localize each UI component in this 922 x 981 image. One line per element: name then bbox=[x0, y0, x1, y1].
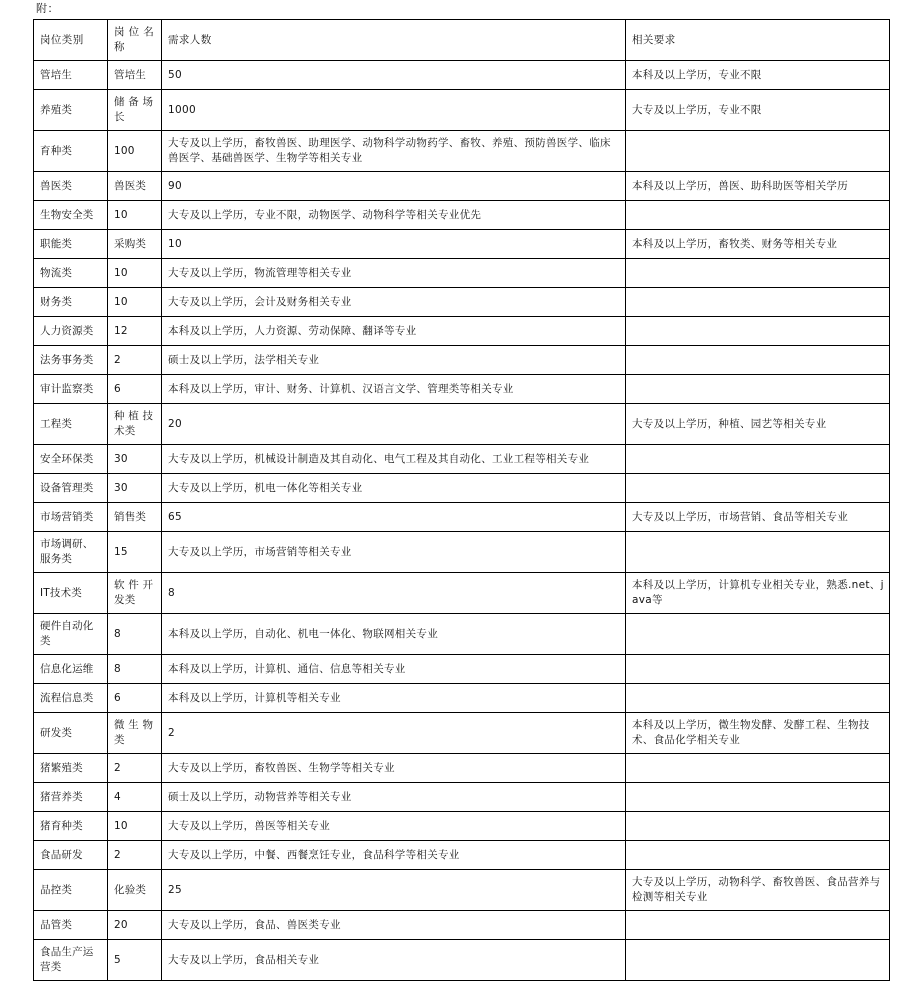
cell-requirement bbox=[626, 346, 890, 375]
cell-requirement bbox=[626, 911, 890, 940]
cell-post-name: 15 bbox=[108, 532, 162, 573]
cell-category: 生物安全类 bbox=[34, 201, 108, 230]
cell-post-name: 软 件 开 发类 bbox=[108, 573, 162, 614]
cell-post-name: 10 bbox=[108, 259, 162, 288]
cell-post-name: 20 bbox=[108, 911, 162, 940]
cell-demand: 大专及以上学历，物流管理等相关专业 bbox=[162, 259, 626, 288]
cell-post-name: 10 bbox=[108, 201, 162, 230]
cell-category: 市场调研、服务类 bbox=[34, 532, 108, 573]
cell-post-name: 8 bbox=[108, 655, 162, 684]
cell-demand: 20 bbox=[162, 404, 626, 445]
cell-demand: 大专及以上学历，机电一体化等相关专业 bbox=[162, 474, 626, 503]
cell-requirement bbox=[626, 812, 890, 841]
cell-category: 品管类 bbox=[34, 911, 108, 940]
table-row bbox=[34, 317, 890, 346]
cell-post-name: 100 bbox=[108, 131, 162, 172]
table-row bbox=[34, 404, 890, 445]
cell-requirement: 本科及以上学历，微生物发酵、发酵工程、生物技术、食品化学相关专业 bbox=[626, 713, 890, 754]
table-row bbox=[34, 754, 890, 783]
cell-category: 审计监察类 bbox=[34, 375, 108, 404]
cell-post-name: 2 bbox=[108, 754, 162, 783]
cell-category: 工程类 bbox=[34, 404, 108, 445]
cell-demand: 8 bbox=[162, 573, 626, 614]
table-row bbox=[34, 573, 890, 614]
cell-requirement: 本科及以上学历，专业不限 bbox=[626, 61, 890, 90]
cell-post-name: 12 bbox=[108, 317, 162, 346]
cell-post-name: 30 bbox=[108, 474, 162, 503]
cell-post-name: 化验类 bbox=[108, 870, 162, 911]
table-row bbox=[34, 172, 890, 201]
table-row bbox=[34, 783, 890, 812]
table-row bbox=[34, 90, 890, 131]
cell-post-name: 2 bbox=[108, 346, 162, 375]
attachment-note: 附： bbox=[36, 2, 59, 15]
table-row bbox=[34, 841, 890, 870]
job-requirements-table bbox=[33, 19, 890, 981]
cell-category: 硬件自动化类 bbox=[34, 614, 108, 655]
cell-demand: 大专及以上学历，畜牧兽医、助理医学、动物科学动物药学、畜牧、养殖、预防兽医学、临床兽医学、基础兽医学、生物学等相关专业 bbox=[162, 131, 626, 172]
cell-requirement: 本科及以上学历，计算机专业相关专业，熟悉.net、java等 bbox=[626, 573, 890, 614]
cell-demand: 1000 bbox=[162, 90, 626, 131]
cell-demand: 本科及以上学历，计算机等相关专业 bbox=[162, 684, 626, 713]
table-row bbox=[34, 375, 890, 404]
cell-requirement bbox=[626, 754, 890, 783]
cell-requirement: 大专及以上学历，专业不限 bbox=[626, 90, 890, 131]
cell-demand: 硕士及以上学历，动物营养等相关专业 bbox=[162, 783, 626, 812]
table-row bbox=[34, 131, 890, 172]
cell-category: 研发类 bbox=[34, 713, 108, 754]
table-row bbox=[34, 259, 890, 288]
cell-category: 品控类 bbox=[34, 870, 108, 911]
cell-requirement bbox=[626, 317, 890, 346]
cell-requirement bbox=[626, 614, 890, 655]
table-row bbox=[34, 201, 890, 230]
cell-demand: 2 bbox=[162, 713, 626, 754]
cell-demand: 25 bbox=[162, 870, 626, 911]
cell-requirement bbox=[626, 841, 890, 870]
cell-category: 法务事务类 bbox=[34, 346, 108, 375]
cell-category: 流程信息类 bbox=[34, 684, 108, 713]
cell-post-name: 10 bbox=[108, 812, 162, 841]
cell-requirement bbox=[626, 940, 890, 981]
cell-demand: 大专及以上学历，会计及财务相关专业 bbox=[162, 288, 626, 317]
table-row bbox=[34, 474, 890, 503]
cell-demand: 本科及以上学历，计算机、通信、信息等相关专业 bbox=[162, 655, 626, 684]
cell-demand: 本科及以上学历，审计、财务、计算机、汉语言文学、管理类等相关专业 bbox=[162, 375, 626, 404]
cell-category: 信息化运维 bbox=[34, 655, 108, 684]
cell-category: 安全环保类 bbox=[34, 445, 108, 474]
cell-requirement bbox=[626, 783, 890, 812]
cell-category: 管培生 bbox=[34, 61, 108, 90]
header-demand-count: 需求人数 bbox=[162, 20, 626, 61]
cell-category: 育种类 bbox=[34, 131, 108, 172]
cell-category: IT技术类 bbox=[34, 573, 108, 614]
cell-requirement bbox=[626, 131, 890, 172]
cell-category: 猪繁殖类 bbox=[34, 754, 108, 783]
table-body bbox=[34, 61, 890, 981]
header-post-name: 岗 位 名 称 bbox=[108, 20, 162, 61]
cell-post-name: 销售类 bbox=[108, 503, 162, 532]
cell-requirement bbox=[626, 474, 890, 503]
cell-demand: 65 bbox=[162, 503, 626, 532]
cell-requirement bbox=[626, 375, 890, 404]
cell-category: 猪育种类 bbox=[34, 812, 108, 841]
cell-post-name: 储 备 场 长 bbox=[108, 90, 162, 131]
table-row bbox=[34, 655, 890, 684]
cell-category: 职能类 bbox=[34, 230, 108, 259]
cell-post-name: 微 生 物 类 bbox=[108, 713, 162, 754]
cell-post-name: 10 bbox=[108, 288, 162, 317]
table-row bbox=[34, 503, 890, 532]
cell-category: 猪营养类 bbox=[34, 783, 108, 812]
cell-post-name: 6 bbox=[108, 684, 162, 713]
cell-requirement bbox=[626, 532, 890, 573]
cell-requirement bbox=[626, 288, 890, 317]
cell-requirement bbox=[626, 684, 890, 713]
cell-category: 人力资源类 bbox=[34, 317, 108, 346]
cell-post-name: 8 bbox=[108, 614, 162, 655]
table-row bbox=[34, 532, 890, 573]
table-row bbox=[34, 288, 890, 317]
cell-demand: 大专及以上学历，畜牧兽医、生物学等相关专业 bbox=[162, 754, 626, 783]
table-row bbox=[34, 713, 890, 754]
cell-demand: 大专及以上学历，兽医等相关专业 bbox=[162, 812, 626, 841]
cell-category: 市场营销类 bbox=[34, 503, 108, 532]
cell-category: 兽医类 bbox=[34, 172, 108, 201]
table-row bbox=[34, 346, 890, 375]
cell-post-name: 4 bbox=[108, 783, 162, 812]
cell-category: 财务类 bbox=[34, 288, 108, 317]
cell-post-name: 采购类 bbox=[108, 230, 162, 259]
cell-demand: 大专及以上学历，食品相关专业 bbox=[162, 940, 626, 981]
cell-post-name: 5 bbox=[108, 940, 162, 981]
cell-requirement: 大专及以上学历，动物科学、畜牧兽医、食品营养与检测等相关专业 bbox=[626, 870, 890, 911]
table-row bbox=[34, 445, 890, 474]
header-category: 岗位类别 bbox=[34, 20, 108, 61]
cell-demand: 硕士及以上学历，法学相关专业 bbox=[162, 346, 626, 375]
table-row bbox=[34, 940, 890, 981]
cell-category: 食品研发 bbox=[34, 841, 108, 870]
table-header-row bbox=[34, 20, 890, 61]
table-row bbox=[34, 61, 890, 90]
cell-category: 物流类 bbox=[34, 259, 108, 288]
header-requirement: 相关要求 bbox=[626, 20, 890, 61]
cell-demand: 10 bbox=[162, 230, 626, 259]
table-row bbox=[34, 230, 890, 259]
cell-requirement: 本科及以上学历，兽医、助科助医等相关学历 bbox=[626, 172, 890, 201]
cell-requirement: 大专及以上学历，市场营销、食品等相关专业 bbox=[626, 503, 890, 532]
cell-requirement: 本科及以上学历，畜牧类、财务等相关专业 bbox=[626, 230, 890, 259]
cell-post-name: 种 植 技 术类 bbox=[108, 404, 162, 445]
cell-post-name: 30 bbox=[108, 445, 162, 474]
cell-demand: 大专及以上学历，专业不限，动物医学、动物科学等相关专业优先 bbox=[162, 201, 626, 230]
cell-category: 食品生产运营类 bbox=[34, 940, 108, 981]
cell-category: 养殖类 bbox=[34, 90, 108, 131]
cell-demand: 90 bbox=[162, 172, 626, 201]
cell-requirement: 大专及以上学历，种植、园艺等相关专业 bbox=[626, 404, 890, 445]
cell-demand: 本科及以上学历，自动化、机电一体化、物联网相关专业 bbox=[162, 614, 626, 655]
table-row bbox=[34, 812, 890, 841]
table-row bbox=[34, 911, 890, 940]
cell-demand: 50 bbox=[162, 61, 626, 90]
cell-post-name: 兽医类 bbox=[108, 172, 162, 201]
cell-category: 设备管理类 bbox=[34, 474, 108, 503]
cell-demand: 大专及以上学历，市场营销等相关专业 bbox=[162, 532, 626, 573]
table-row bbox=[34, 614, 890, 655]
cell-requirement bbox=[626, 655, 890, 684]
cell-requirement bbox=[626, 201, 890, 230]
cell-demand: 大专及以上学历，中餐、西餐烹饪专业，食品科学等相关专业 bbox=[162, 841, 626, 870]
cell-requirement bbox=[626, 445, 890, 474]
cell-demand: 大专及以上学历，食品、兽医类专业 bbox=[162, 911, 626, 940]
cell-post-name: 6 bbox=[108, 375, 162, 404]
table-row bbox=[34, 684, 890, 713]
cell-demand: 本科及以上学历，人力资源、劳动保障、翻译等专业 bbox=[162, 317, 626, 346]
cell-post-name: 管培生 bbox=[108, 61, 162, 90]
cell-requirement bbox=[626, 259, 890, 288]
cell-post-name: 2 bbox=[108, 841, 162, 870]
cell-demand: 大专及以上学历，机械设计制造及其自动化、电气工程及其自动化、工业工程等相关专业 bbox=[162, 445, 626, 474]
table-row bbox=[34, 870, 890, 911]
